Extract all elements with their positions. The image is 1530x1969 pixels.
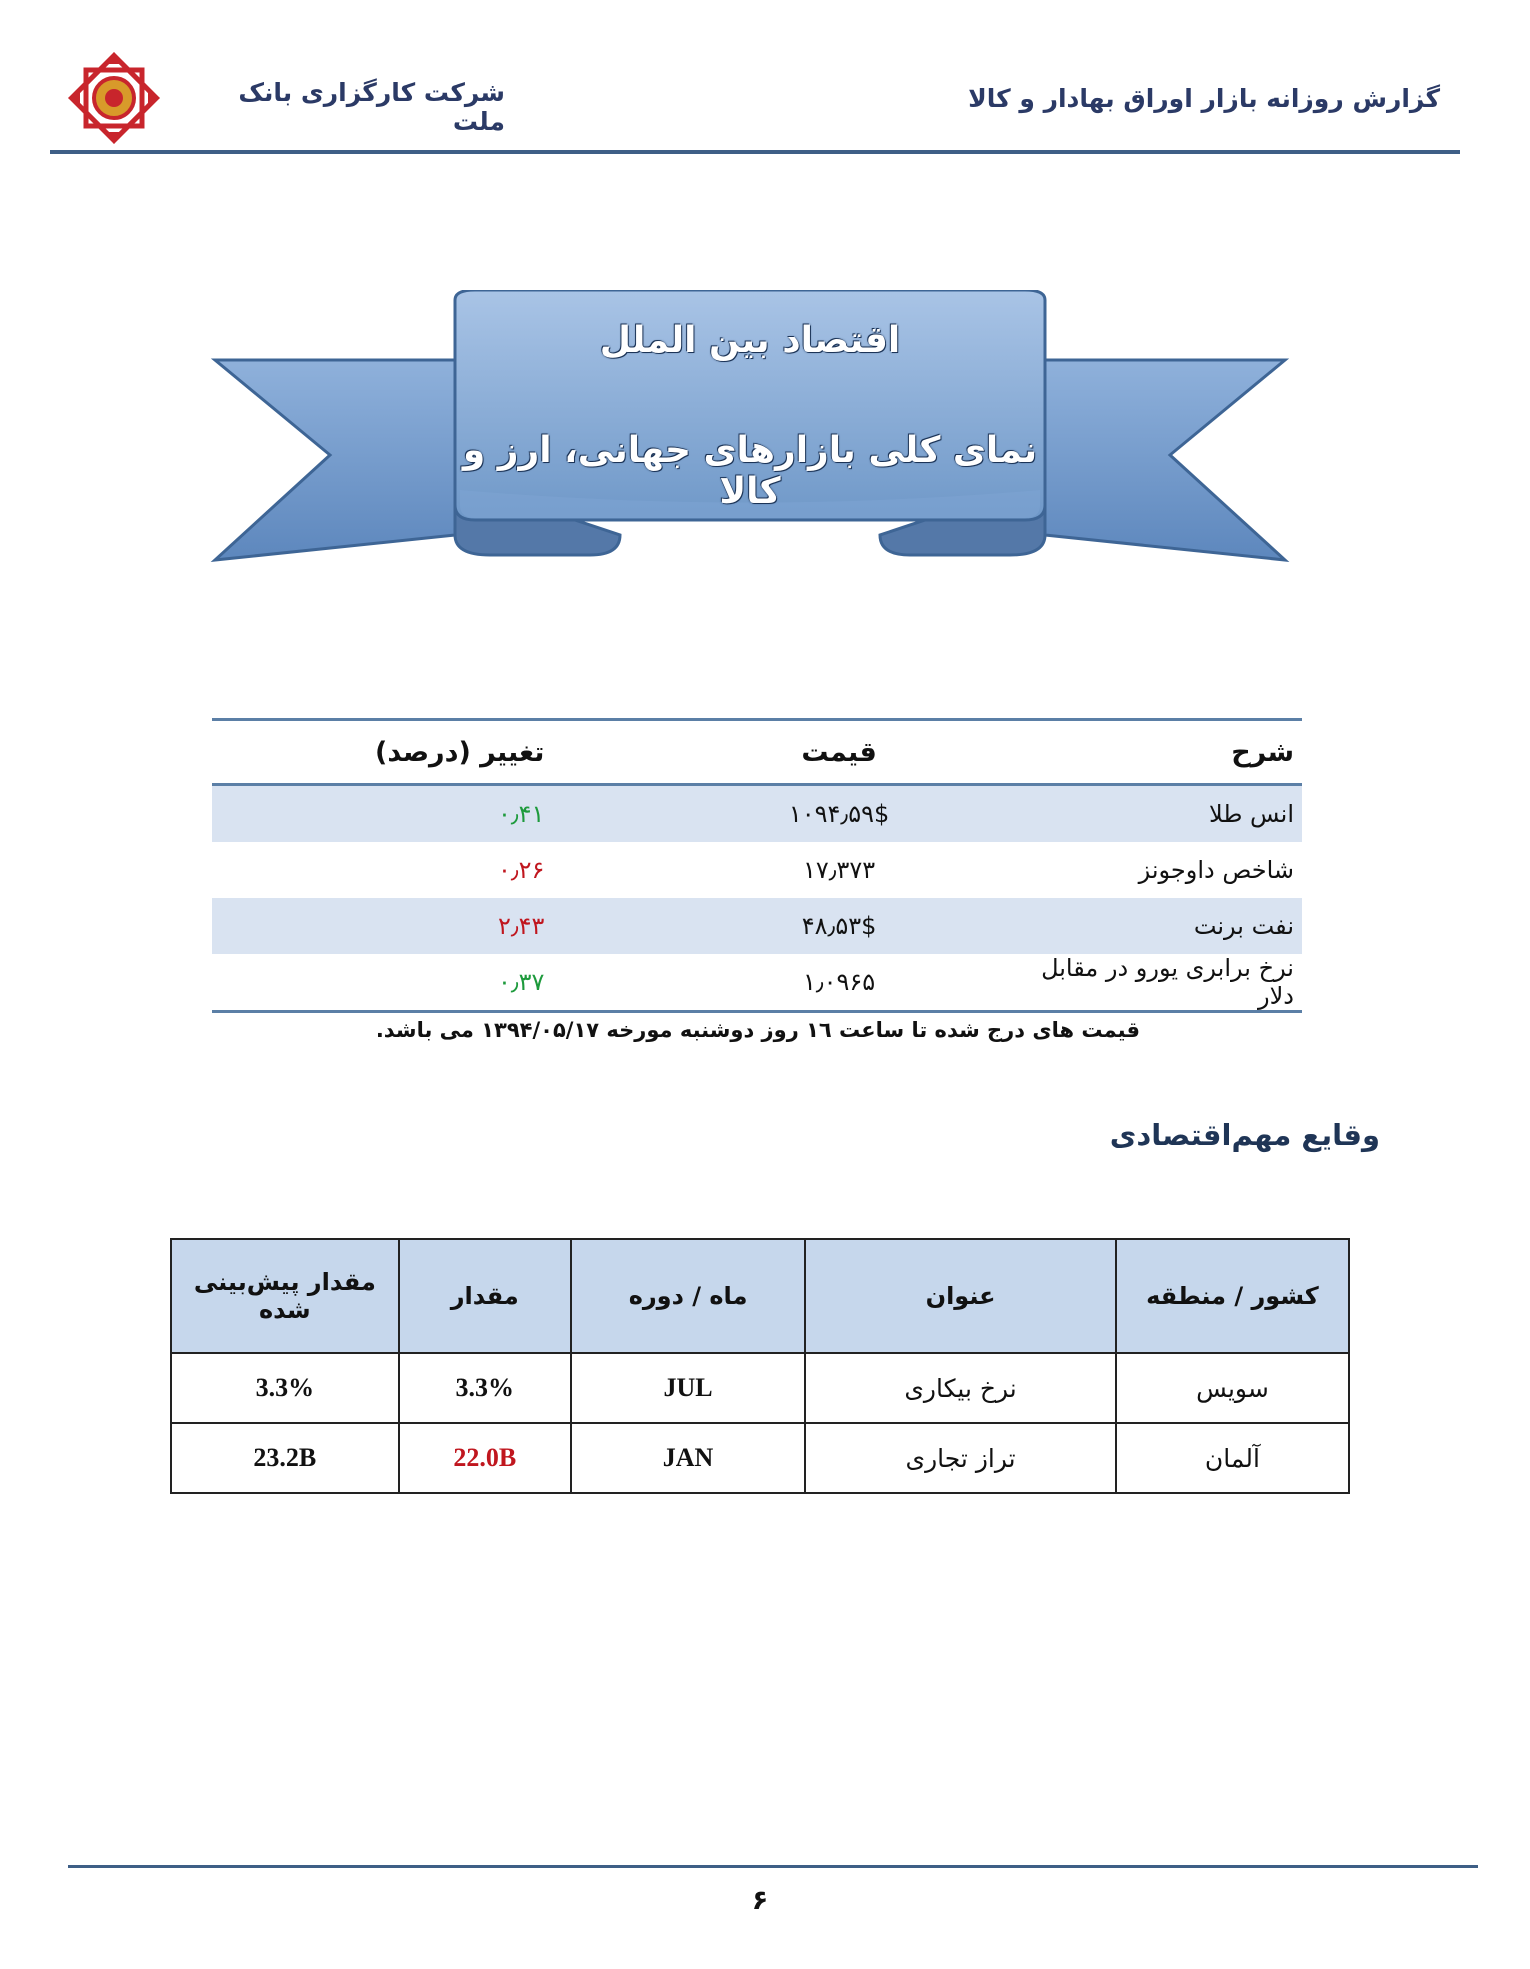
economic-events-table (170, 1238, 1350, 1494)
table-row (212, 842, 1302, 898)
page-number: ۶ (751, 1885, 769, 1916)
column-header-price: قیمت (664, 720, 1013, 785)
banner-title: اقتصاد بین الملل (599, 320, 901, 361)
column-header-region: کشور / منطقه (1116, 1239, 1349, 1353)
column-header-change: تغییر (درصد) (212, 720, 664, 785)
row-forecast: 23.2B (171, 1423, 399, 1493)
report-title: گزارش روزانه بازار اوراق بهادار و کالا (968, 84, 1440, 113)
row-change: ۲٫۴۳ (212, 898, 664, 954)
events-heading: وقایع مهم‌اقتصادی (1109, 1118, 1380, 1152)
footer-divider (68, 1865, 1478, 1868)
row-change: ۰٫۲۶ (497, 856, 545, 884)
row-region: سویس (1116, 1353, 1349, 1423)
row-title: نرخ بیکاری (805, 1353, 1116, 1423)
table-row (212, 898, 1302, 954)
row-description: شاخص داوجونز (1138, 856, 1294, 884)
row-change: ۰٫۳۷ (212, 954, 664, 1012)
row-price: ۱۰۹۴٫۵۹$ (664, 785, 1013, 843)
row-period: JAN (571, 1423, 805, 1493)
row-title: تراز تجاری (805, 1423, 1116, 1493)
bank-mellat-logo-icon (62, 46, 166, 150)
column-header-actual: مقدار (399, 1239, 571, 1353)
row-region: آلمان (1116, 1423, 1349, 1493)
column-header-period: ماه / دوره (571, 1239, 805, 1353)
company-name: شرکت کارگزاری بانک ملت (238, 78, 505, 136)
header-divider (50, 150, 1460, 154)
table-row (171, 1423, 1349, 1493)
global-markets-table (212, 718, 1302, 1013)
price-timestamp-note: قیمت های درج شده تا ساعت ١٦ روز دوشنبه مورخه ۱۳۹۴/۰۵/۱۷ می باشد. (375, 1018, 1140, 1042)
row-price: ۴۸٫۵۳$ (664, 898, 1013, 954)
row-description: انس طلا (1014, 785, 1302, 843)
row-price: ۱۷٫۳۷۳ (802, 856, 876, 884)
row-period: JUL (571, 1353, 805, 1423)
row-price: ۱٫۰۹۶۵ (664, 954, 1013, 1012)
table-row (171, 1353, 1349, 1423)
table-header-row (171, 1239, 1349, 1353)
row-description: نرخ برابری یورو در مقابل دلار (1014, 954, 1302, 1012)
table-header-row (212, 720, 1302, 785)
row-actual: 3.3% (399, 1353, 571, 1423)
table-row (212, 954, 1302, 1012)
banner-subtitle: نمای کلی بازارهای جهانی، ارز و کالا (462, 430, 1038, 512)
row-forecast: 3.3% (171, 1353, 399, 1423)
row-description: نفت برنت (1014, 898, 1302, 954)
table-row (212, 785, 1302, 843)
column-header-description: شرح (1014, 720, 1302, 785)
row-actual: 22.0B (399, 1423, 571, 1493)
row-change: ۰٫۴۱ (212, 785, 664, 843)
column-header-forecast: مقدار پیش‌بینی شده (171, 1239, 399, 1353)
column-header-title: عنوان (805, 1239, 1116, 1353)
